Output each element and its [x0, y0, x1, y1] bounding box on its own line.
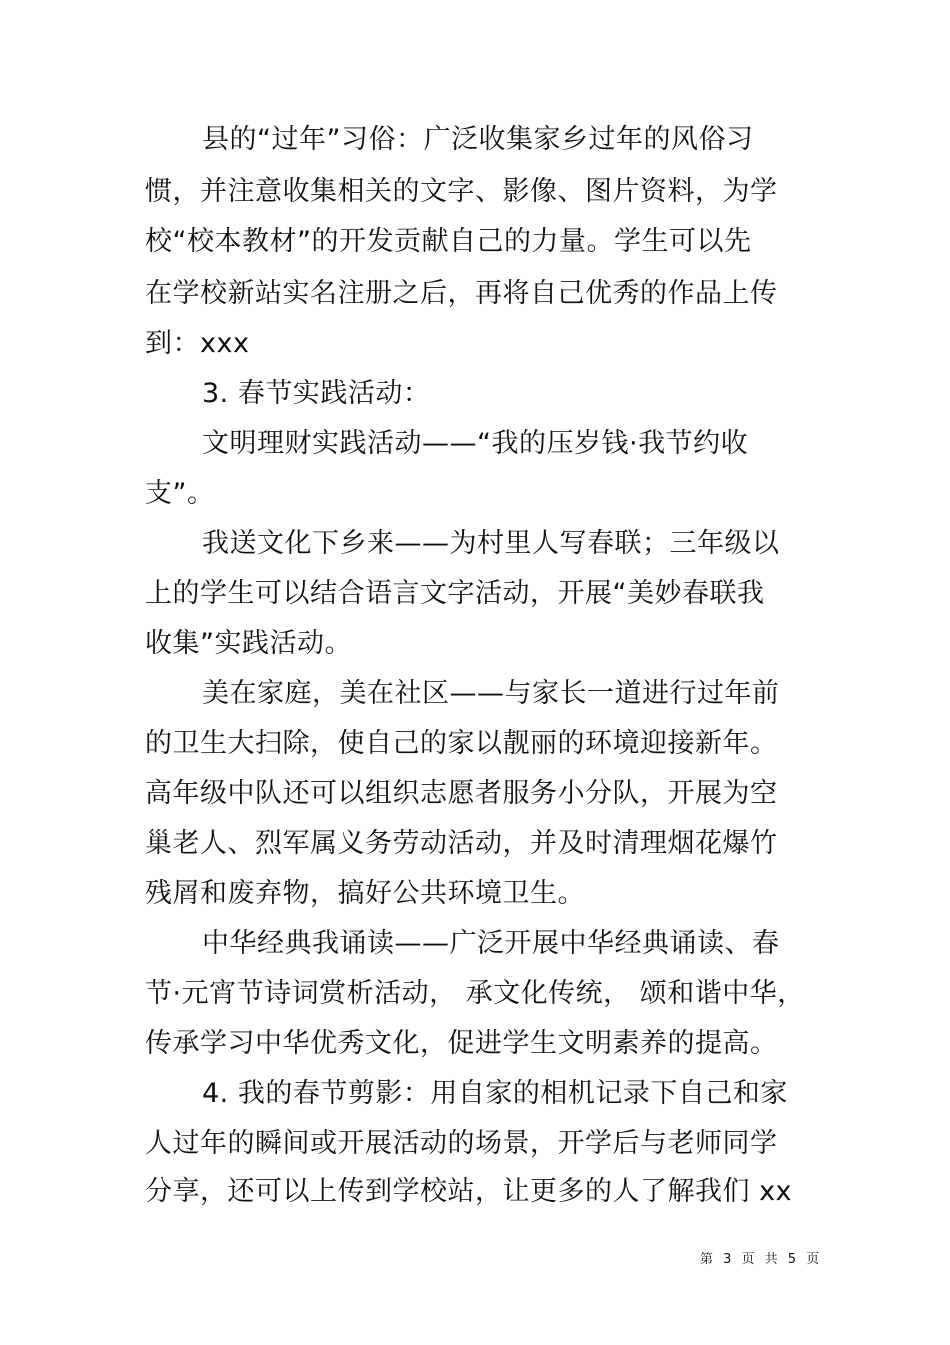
paragraph-line: 的卫生大扫除，使自己的家以靓丽的环境迎接新年。 [145, 728, 778, 759]
section-heading: 4. 我的春节剪影：用自家的相机记录下自己和家 [202, 1078, 788, 1109]
paragraph-line: 支”。 [145, 478, 215, 509]
paragraph-line: 残屑和废弃物，搞好公共环境卫生。 [145, 878, 585, 909]
page-number-footer: 第 3 页 共 5 页 [700, 1252, 823, 1267]
paragraph-line: 节·元宵节诗词赏析活动， 承文化传统， 颂和谐中华， [145, 978, 805, 1009]
paragraph-line: 县的“过年”习俗：广泛收集家乡过年的风俗习 [202, 124, 754, 155]
paragraph-line: 到：xxx [145, 328, 250, 359]
paragraph-line: 惯，并注意收集相关的文字、影像、图片资料，为学 [145, 176, 778, 207]
paragraph-line: 人过年的瞬间或开展活动的场景，开学后与老师同学 [145, 1128, 778, 1159]
paragraph-line: 上的学生可以结合语言文字活动，开展“美妙春联我 [145, 578, 765, 609]
paragraph-line: 美在家庭，美在社区——与家长一道进行过年前 [202, 678, 780, 709]
paragraph-line: 分享，还可以上传到学校站，让更多的人了解我们 xx [145, 1176, 793, 1207]
paragraph-line: 文明理财实践活动——“我的压岁钱·我节约收 [202, 428, 749, 459]
paragraph-line: 传承学习中华优秀文化，促进学生文明素养的提高。 [145, 1028, 778, 1059]
paragraph-line: 收集”实践活动。 [145, 628, 352, 659]
paragraph-line: 校“校本教材”的开发贡献自己的力量。学生可以先 [145, 226, 752, 257]
paragraph-line: 中华经典我诵读——广泛开展中华经典诵读、春 [202, 928, 780, 959]
paragraph-line: 高年级中队还可以组织志愿者服务小分队，开展为空 [145, 778, 778, 809]
paragraph-line: 巢老人、烈军属义务劳动活动，并及时清理烟花爆竹 [145, 828, 778, 859]
paragraph-line: 在学校新站实名注册之后，再将自己优秀的作品上传 [145, 278, 778, 309]
section-heading: 3. 春节实践活动： [202, 378, 431, 409]
paragraph-line: 我送文化下乡来——为村里人写春联；三年级以 [202, 528, 780, 559]
